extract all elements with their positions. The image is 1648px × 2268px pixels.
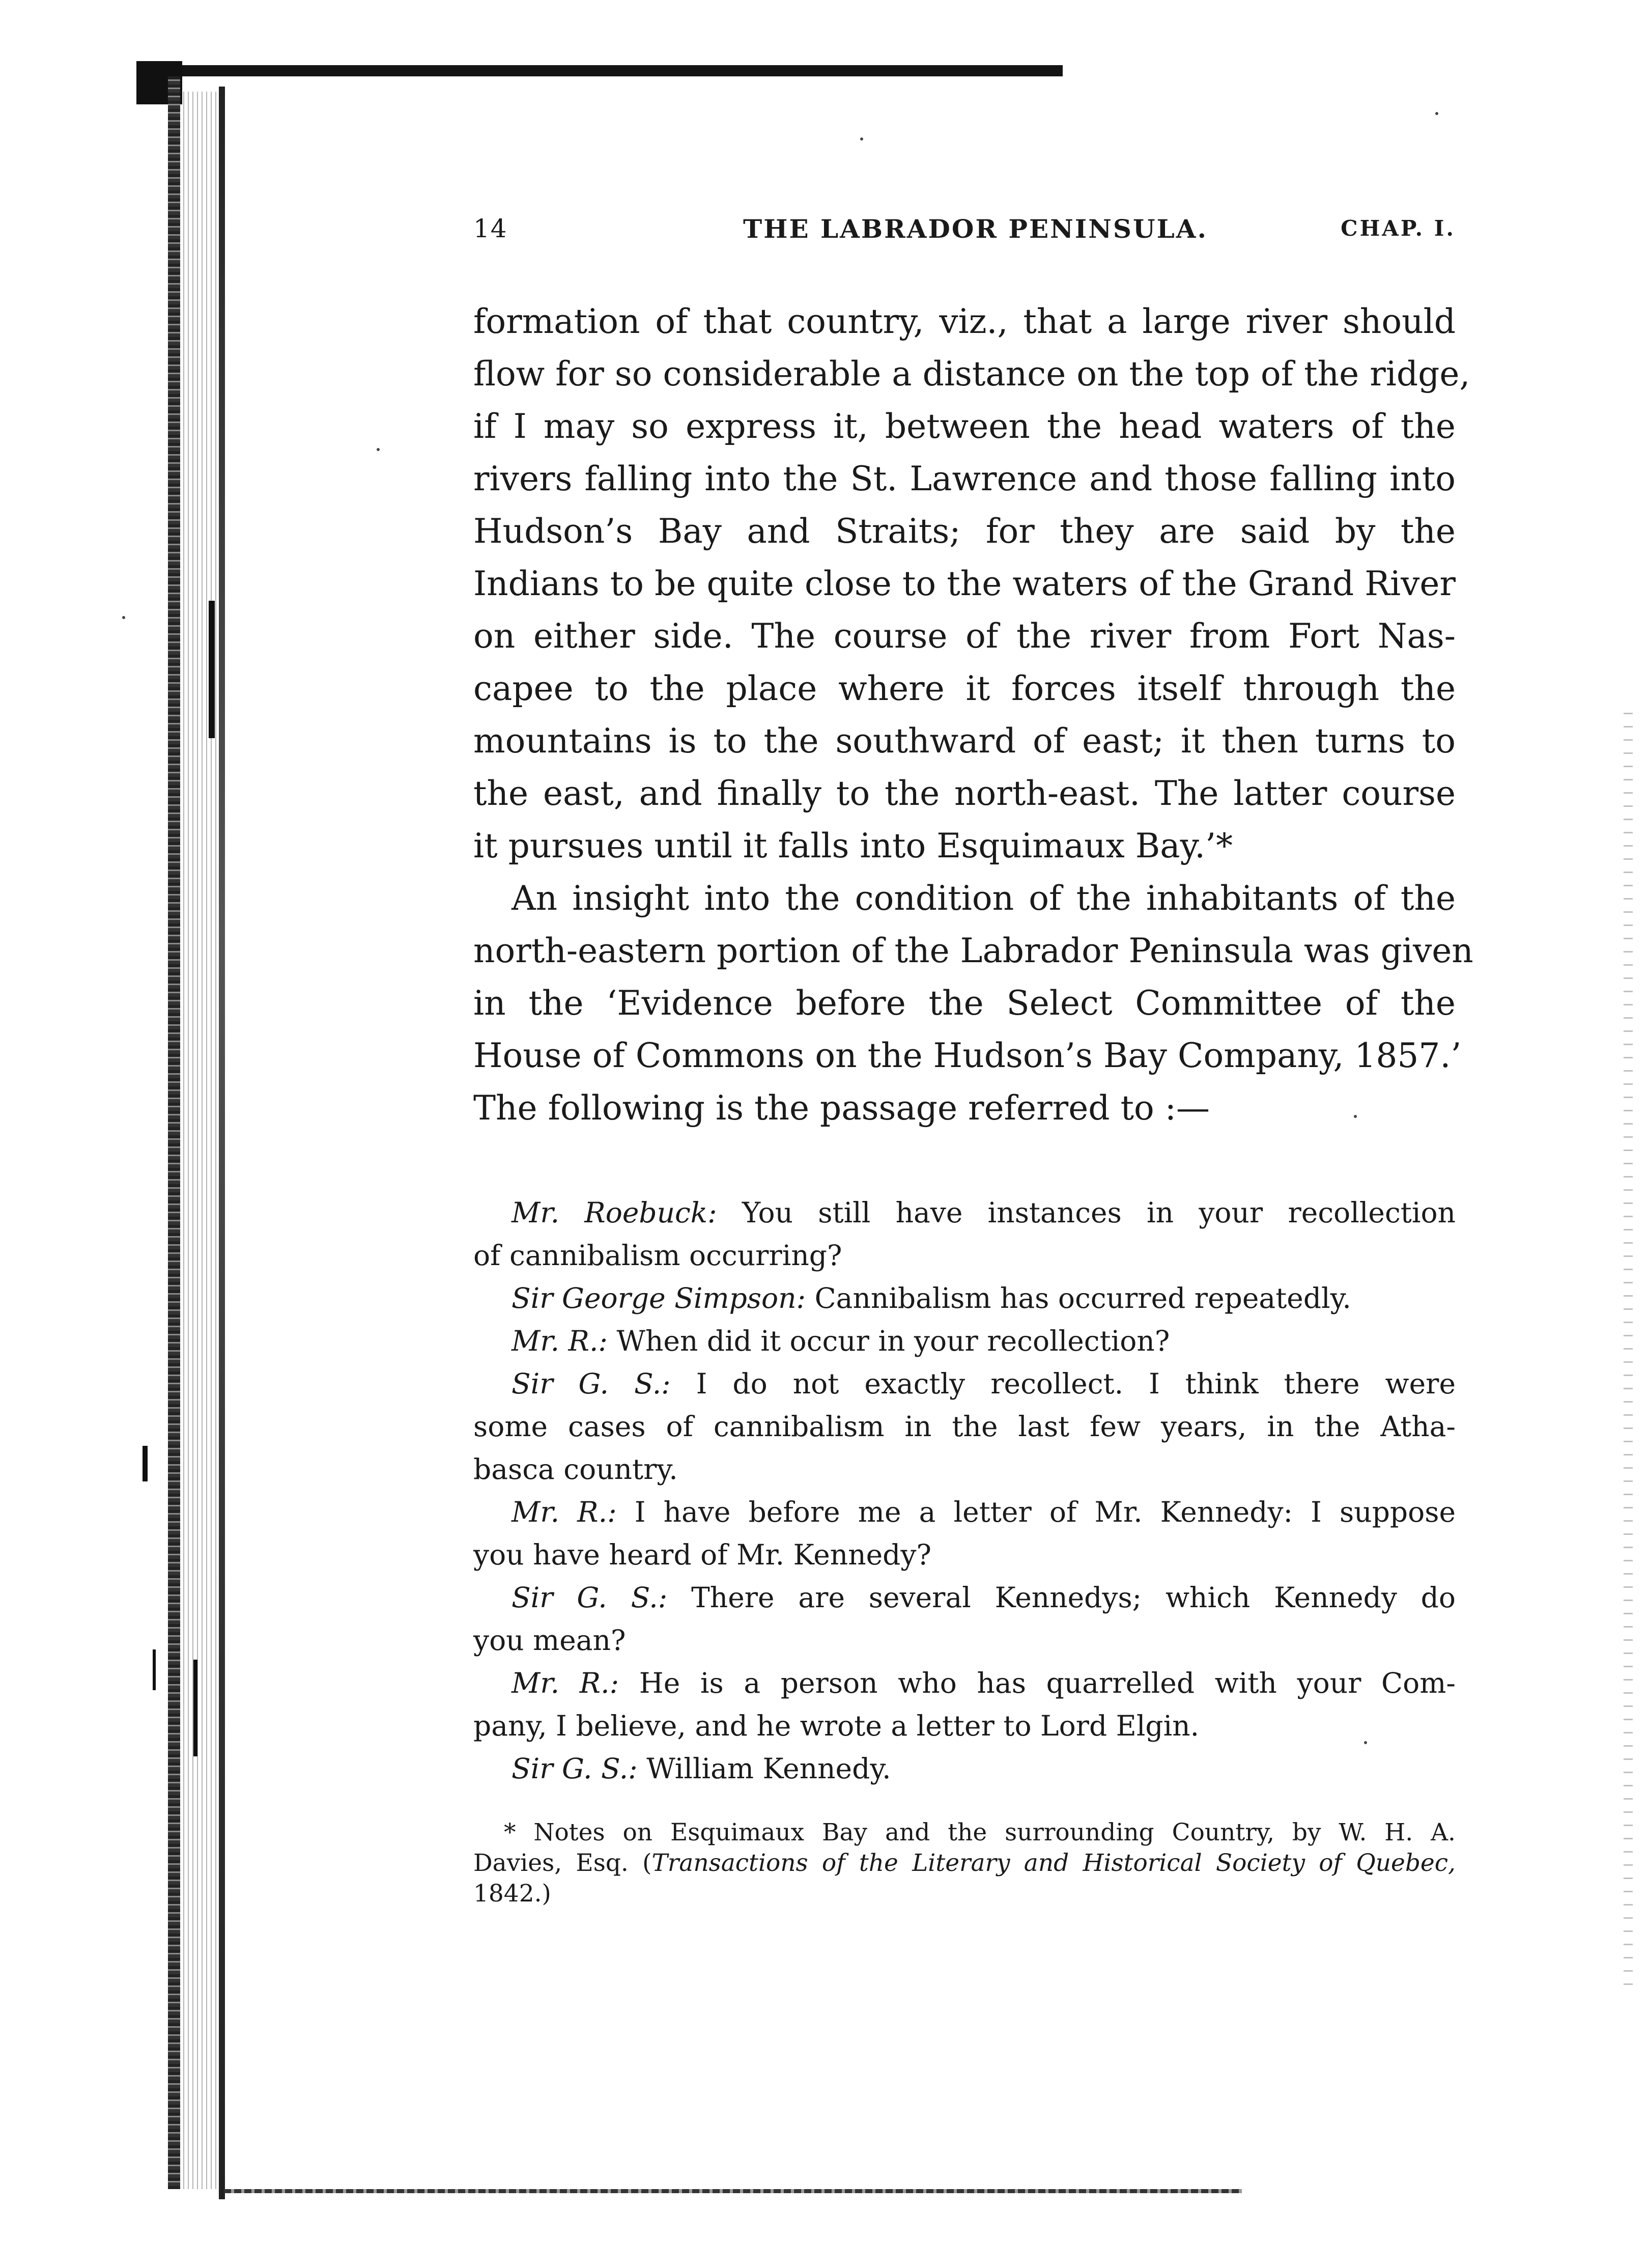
- speaker-name: Mr. R.:: [512, 1496, 617, 1528]
- text-line: House of Commons on the Hudson’s Bay Company, 1857.’: [473, 1036, 1462, 1075]
- dialogue-line: pany, I believe, and he wrote a letter to Lord Elgin.: [473, 1710, 1200, 1742]
- page-binding-gutter: [219, 87, 225, 2199]
- scan-speck: [122, 616, 125, 619]
- scan-speck: [377, 448, 380, 451]
- running-title: THE LABRADOR PENINSULA.: [743, 214, 1208, 244]
- footnote: [473, 1817, 1456, 1909]
- margin-mark: [153, 1649, 156, 1690]
- speech-text: Cannibalism has occurred repeatedly.: [806, 1282, 1351, 1314]
- dialogue-line: [473, 1491, 1456, 1533]
- speech-text: There are several Kennedys; which Kennedy do: [667, 1581, 1456, 1614]
- speaker-name: Mr. Roebuck:: [512, 1196, 717, 1229]
- text-line: flow for so considerable a distance on the top of the ridge,: [473, 354, 1470, 394]
- speech-text: I do not exactly recollect. I think there were: [670, 1367, 1456, 1400]
- page-binding-edge-bottom: [224, 2189, 1242, 2193]
- speech-text: I have before me a letter of Mr. Kennedy: I suppose: [616, 1496, 1456, 1528]
- speaker-name: Sir G. S.:: [512, 1367, 671, 1400]
- text-line: An insight into the condition of the inhabitants of the: [512, 879, 1456, 918]
- dialogue-line: [473, 1662, 1456, 1704]
- text-line: in the ‘Evidence before the Select Committee of the: [473, 984, 1456, 1023]
- footnote-source-title: Transactions of the Literary and Historical Society of Quebec,: [651, 1849, 1456, 1877]
- scan-speck: [1435, 112, 1438, 115]
- footnote-line: * Notes on Esquimaux Bay and the surrounding Country, by W. H. A.: [504, 1818, 1456, 1846]
- speech-text: William Kennedy.: [637, 1752, 891, 1785]
- text-line: The following is the passage referred to :—: [473, 1088, 1210, 1128]
- margin-mark: [209, 601, 215, 738]
- dialogue-line: you mean?: [473, 1624, 626, 1657]
- page-binding-edge-left: [168, 76, 180, 2189]
- text-line: capee to the place where it forces itself through the: [473, 669, 1456, 708]
- speech-text: He is a person who has quarrelled with your Com-: [619, 1667, 1456, 1699]
- speech-text: When did it occur in your recollection?: [607, 1325, 1170, 1357]
- dialogue-line: [473, 1747, 1456, 1790]
- running-header: [473, 214, 1456, 249]
- text-line: rivers falling into the St. Lawrence and those falling into: [473, 459, 1456, 498]
- dialogue-line: basca country.: [473, 1453, 678, 1486]
- page-binding-edge-top: [136, 65, 1063, 76]
- footnote-line: [473, 1848, 1456, 1879]
- dialogue-line: of cannibalism occurring?: [473, 1239, 842, 1272]
- text-line: north-eastern portion of the Labrador Peninsula was given: [473, 931, 1473, 970]
- scan-noise-right: [1624, 713, 1633, 1985]
- margin-mark: [193, 1660, 197, 1756]
- text-line: if I may so express it, between the head waters of the: [473, 407, 1456, 446]
- chapter-label: CHAP. I.: [1341, 216, 1456, 241]
- paragraph: [473, 295, 1470, 872]
- text-line: the east, and finally to the north-east. The latter course: [473, 774, 1456, 813]
- speech-text: You still have instances in your recollection: [717, 1196, 1456, 1229]
- speaker-name: Sir George Simpson:: [512, 1282, 806, 1314]
- scan-speck: [860, 137, 863, 141]
- dialogue-line: [473, 1320, 1456, 1362]
- text-line: on either side. The course of the river from Fort Nas-: [473, 617, 1456, 656]
- speaker-name: Sir G. S.:: [512, 1752, 638, 1785]
- page-number: 14: [473, 214, 508, 243]
- dialogue-line: [473, 1576, 1456, 1619]
- text-line: Indians to be quite close to the waters of the Grand River: [473, 564, 1456, 603]
- dialogue-line: [473, 1277, 1456, 1320]
- book-page: [473, 214, 1473, 1909]
- text-line: mountains is to the southward of east; it then turns to: [473, 721, 1456, 761]
- text-line: Hudson’s Bay and Straits; for they are said by the: [473, 512, 1456, 551]
- margin-mark: [143, 1446, 148, 1481]
- page-binding-texture: [183, 92, 217, 2189]
- footnote-line: 1842.): [473, 1880, 551, 1908]
- speaker-name: Sir G. S.:: [512, 1581, 668, 1614]
- speaker-name: Mr. R.:: [512, 1325, 608, 1357]
- dialogue-line: you have heard of Mr. Kennedy?: [473, 1538, 931, 1571]
- footnote-author: Davies, Esq. (: [473, 1849, 652, 1877]
- dialogue-line: [473, 1191, 1456, 1234]
- testimony-excerpt: [473, 1191, 1456, 1790]
- dialogue-line: some cases of cannibalism in the last few years, in the Atha-: [473, 1410, 1456, 1443]
- dialogue-line: [473, 1362, 1456, 1405]
- paragraph: [473, 872, 1473, 1134]
- text-line: formation of that country, viz., that a large river should: [473, 302, 1456, 341]
- body-text: [473, 295, 1473, 1134]
- speaker-name: Mr. R.:: [512, 1667, 619, 1699]
- text-line: it pursues until it falls into Esquimaux Bay.’*: [473, 826, 1233, 865]
